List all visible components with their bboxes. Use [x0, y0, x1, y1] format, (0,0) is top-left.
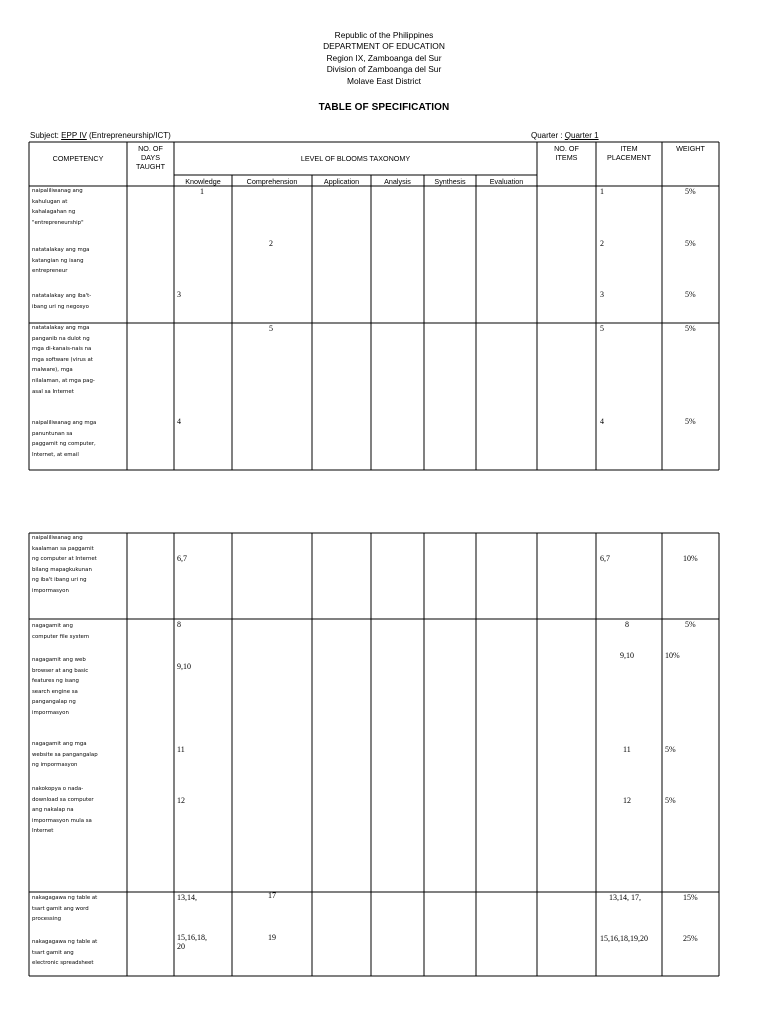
knowledge-value: 12: [177, 796, 185, 805]
competency-line: nilalaman, at mga pag-: [32, 377, 95, 384]
item-placement-value: 13,14, 17,: [609, 893, 641, 902]
competency-line: ibang uri ng negosyo: [32, 303, 89, 310]
weight-value: 10%: [665, 651, 680, 660]
competency-line: search engine sa: [32, 688, 78, 695]
subject-description: (Entrepreneurship/ICT): [86, 131, 171, 140]
competency-line: Internet: [32, 828, 54, 835]
competency-line: nakokopya o nada-: [32, 786, 84, 792]
competency-line: download sa computer: [32, 796, 94, 803]
header-level-synthesis: Synthesis: [434, 177, 466, 186]
header-placement-line-1: ITEM: [620, 144, 638, 153]
item-placement-value: 11: [623, 745, 631, 754]
weight-value: 5%: [665, 745, 676, 754]
competency-line: impormasyon mula sa: [32, 817, 92, 824]
competency-line: panuntunan sa: [32, 430, 73, 437]
subject-code: EPP IV: [61, 131, 87, 140]
competency-line: ng impormasyon: [32, 762, 78, 769]
item-placement-value: 9,10: [620, 651, 634, 660]
competency-line: features ng isang: [32, 678, 79, 685]
header-line-region: Region IX, Zamboanga del Sur: [326, 52, 442, 63]
competency-line: computer file system: [32, 633, 90, 640]
header-weight: WEIGHT: [676, 144, 705, 153]
header-level-evaluation: Evaluation: [489, 177, 524, 186]
document-title: TABLE OF SPECIFICATION: [318, 102, 450, 113]
item-placement-value: 1: [600, 187, 604, 196]
header-days-line-1: NO. OF: [138, 144, 163, 153]
item-placement-value: 15,16,18,19,20: [600, 934, 648, 943]
knowledge-value: 11: [177, 745, 185, 754]
header-line-division: Division of Zamboanga del Sur: [326, 64, 442, 75]
weight-value: 5%: [685, 239, 696, 248]
competency-line: tsart gamit ang: [32, 949, 74, 956]
knowledge-value: 13,14,: [177, 893, 197, 902]
subject-label: Subject:: [30, 131, 62, 140]
competency-line: panganib na dulot ng: [32, 335, 90, 342]
comprehension-value: 19: [268, 933, 276, 942]
item-placement-value: 12: [623, 796, 631, 805]
header-level-knowledge: Knowledge: [185, 177, 221, 186]
competency-line: malware), mga: [32, 367, 73, 374]
competency-line: impormasyon: [32, 587, 69, 594]
weight-value: 5%: [685, 324, 696, 333]
competency-line: kahulugan at: [32, 198, 68, 205]
knowledge-value-line: 15,16,18,: [177, 933, 207, 942]
weight-value: 10%: [683, 554, 698, 563]
header-level-analysis: Analysis: [384, 177, 411, 186]
knowledge-value: 9,10: [177, 662, 191, 671]
weight-value: 5%: [685, 290, 696, 299]
competency-line: ng computer at Internet: [32, 556, 97, 563]
item-placement-value: 5: [600, 324, 604, 333]
competency-cell: [32, 655, 88, 719]
knowledge-value: 4: [177, 417, 181, 426]
knowledge-value: 6,7: [177, 554, 187, 563]
competency-line: ng iba't ibang uri ng: [32, 577, 87, 584]
competency-line: naipaliliwanag ang mga: [32, 420, 97, 426]
item-placement-value: 3: [600, 290, 604, 299]
competency-line: mga di-kanais-nais na: [32, 346, 92, 353]
competency-line: naipaliliwanag ang: [32, 188, 83, 194]
header-line-district: Molave East District: [347, 75, 421, 86]
competency-line: mga software (virus at: [32, 356, 93, 363]
weight-value: 25%: [683, 934, 698, 943]
item-placement-value: 4: [600, 417, 604, 426]
competency-line: processing: [32, 916, 62, 923]
competency-line: naipaliliwanag ang: [32, 535, 83, 541]
competency-line: electronic spreadsheet: [32, 960, 94, 967]
quarter-value: Quarter 1: [564, 131, 599, 140]
competency-line: nakagagawa ng table at: [32, 895, 98, 901]
header-items-line-1: NO. OF: [554, 144, 579, 153]
weight-value: 5%: [685, 187, 696, 196]
knowledge-value-line: 20: [177, 942, 185, 951]
competency-line: ang nakalap na: [32, 807, 74, 814]
competency-line: paggamit ng computer,: [32, 441, 96, 448]
competency-line: impormasyon: [32, 709, 69, 716]
comprehension-value: 2: [269, 239, 273, 248]
competency-line: tsart gamit ang word: [32, 905, 89, 912]
competency-line: pangangalap ng: [32, 699, 76, 706]
comprehension-value: 5: [269, 324, 273, 333]
competency-line: "entrepreneurship": [32, 219, 84, 226]
competency-cell: [32, 739, 98, 771]
competency-line: browser at ang basic: [32, 667, 89, 674]
knowledge-value: 1: [200, 187, 204, 196]
knowledge-value: 8: [177, 620, 181, 629]
competency-line: kahalagahan ng: [32, 209, 76, 216]
competency-line: katangian ng isang: [32, 257, 84, 264]
competency-cell: [32, 937, 97, 969]
competency-cell: [32, 893, 97, 925]
competency-line: kaalaman sa paggamit: [32, 545, 94, 552]
item-placement-value: 2: [600, 239, 604, 248]
competency-line: Internet, at email: [32, 451, 79, 458]
competency-line: bilang mapagkukunan: [32, 566, 92, 573]
header-level-comprehension: Comprehension: [246, 177, 298, 186]
weight-value: 5%: [685, 417, 696, 426]
competency-line: nagagamit ang web: [32, 657, 86, 663]
competency-line: natatalakay ang iba't-: [32, 293, 92, 299]
comprehension-value: 17: [268, 891, 276, 900]
knowledge-value: [177, 933, 207, 951]
header-level-application: Application: [323, 177, 360, 186]
item-placement-value: 8: [625, 620, 629, 629]
competency-line: website sa pangangalap: [32, 751, 98, 758]
header-line-department: DEPARTMENT OF EDUCATION: [323, 41, 445, 52]
header-days-line-3: TAUGHT: [135, 162, 165, 171]
competency-line: nakagagawa ng table at: [32, 939, 98, 945]
competency-line: natatalakay ang mga: [32, 247, 90, 253]
competency-line: nagagamit ang mga: [32, 741, 87, 747]
weight-value: 15%: [683, 893, 698, 902]
competency-cell: [32, 621, 89, 642]
quarter-label: Quarter :: [531, 131, 565, 140]
header-blooms-taxonomy: LEVEL OF BLOOMS TAXONOMY: [300, 154, 411, 163]
competency-line: entrepreneur: [32, 268, 68, 275]
header-competency: COMPETENCY: [52, 154, 104, 163]
header-days-line-2: DAYS: [140, 153, 161, 162]
competency-line: nagagamit ang: [32, 623, 73, 629]
header-items-line-2: ITEMS: [555, 153, 578, 162]
weight-value: 5%: [685, 620, 696, 629]
competency-cell: [32, 784, 94, 837]
competency-cell: [32, 533, 97, 597]
competency-line: natatalakay ang mga: [32, 325, 90, 331]
header-line-republic: Republic of the Philippines: [334, 30, 434, 40]
header-placement-line-2: PLACEMENT: [607, 153, 651, 162]
competency-line: asal sa Internet: [32, 388, 74, 395]
item-placement-value: 6,7: [600, 554, 610, 563]
knowledge-value: 3: [177, 290, 181, 299]
weight-value: 5%: [665, 796, 676, 805]
